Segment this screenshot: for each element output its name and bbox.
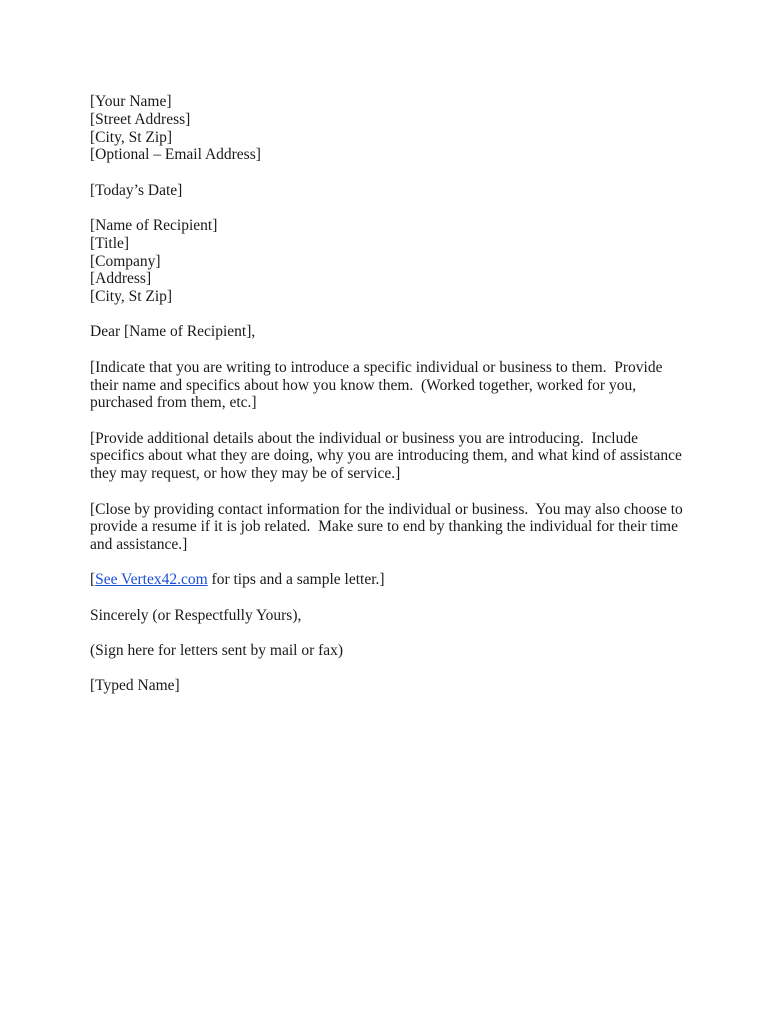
recipient-city: [City, St Zip] xyxy=(90,288,173,306)
recipient-company: [Company] xyxy=(90,252,161,270)
recipient-name: [Name of Recipient] xyxy=(90,216,218,234)
typed-name: [Typed Name] xyxy=(90,677,180,695)
recipient-address: [Address] xyxy=(90,270,152,288)
salutation: Dear [Name of Recipient], xyxy=(90,323,256,341)
date-block xyxy=(90,182,690,200)
sender-street: [Street Address] xyxy=(90,110,191,128)
tip-line xyxy=(90,571,690,589)
paragraph-line: [Indicate that you are writing to introduce a specific individual or business to them. Provide xyxy=(90,358,663,376)
sender-address-block xyxy=(90,93,690,164)
letter-body xyxy=(90,93,690,713)
paragraph-line: their name and specifics about how you know them. (Worked together, worked for you, xyxy=(90,376,637,394)
paragraph-introduction xyxy=(90,359,690,412)
closing: Sincerely (or Respectfully Yours), xyxy=(90,606,302,624)
paragraph-closing xyxy=(90,501,690,554)
sender-city: [City, St Zip] xyxy=(90,128,173,146)
paragraph-line: provide a resume if it is job related. Make sure to end by thanking the individual for their time xyxy=(90,518,678,536)
tip-open-bracket: [ xyxy=(90,571,96,589)
paragraph-line: they may request, or how they may be of service.] xyxy=(90,465,401,483)
sender-name: [Your Name] xyxy=(90,93,172,110)
paragraph-line: purchased from them, etc.] xyxy=(90,394,257,412)
sender-email: [Optional – Email Address] xyxy=(90,146,261,164)
signature-block xyxy=(90,642,690,660)
paragraph-line: [Provide additional details about the individual or business you are introducing. Include xyxy=(90,429,638,447)
recipient-address-block xyxy=(90,217,690,306)
salutation-block xyxy=(90,323,690,341)
typed-name-block xyxy=(90,677,690,695)
paragraph-line: and assistance.] xyxy=(90,536,188,554)
letter-date: [Today’s Date] xyxy=(90,181,183,199)
paragraph-line: specifics about what they are doing, why you are introducing them, and what kind of assistance xyxy=(90,447,682,465)
tip-text: for tips and a sample letter.] xyxy=(207,571,385,589)
vertex42-link[interactable]: See Vertex42.com xyxy=(95,571,208,589)
paragraph-line: [Close by providing contact information for the individual or business. You may also choose to xyxy=(90,500,683,518)
recipient-title: [Title] xyxy=(90,234,130,252)
signature-note: (Sign here for letters sent by mail or fax) xyxy=(90,642,344,660)
closing-block xyxy=(90,607,690,625)
tip-block xyxy=(90,571,690,589)
paragraph-details xyxy=(90,430,690,483)
